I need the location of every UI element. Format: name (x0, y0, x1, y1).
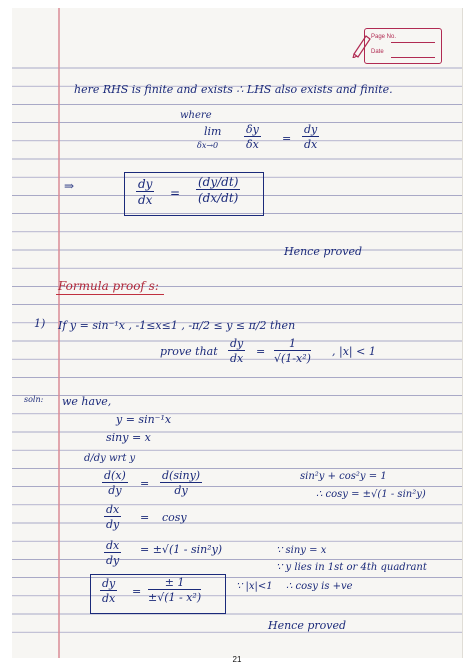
implies-arrow: ⇒ (64, 179, 75, 193)
lim-text: lim (204, 125, 222, 138)
dy-dx-fraction (302, 124, 319, 150)
step1-equals: = (140, 477, 150, 490)
boxed-ratio (196, 176, 240, 204)
statement-line: here RHS is finite and exists ∴ LHS also exists and finite. (74, 83, 393, 96)
y-lies-quadrant: ∵ y lies in 1st or 4th quadrant (276, 562, 427, 573)
final-pm-one: ± 1 (148, 577, 201, 590)
date-blank (391, 57, 435, 58)
margin-line (58, 8, 60, 658)
page-no-blank (391, 42, 435, 43)
page-number: 21 (232, 655, 242, 664)
y-equals: y = sin⁻¹x (116, 413, 172, 426)
dy-3: dy (105, 518, 120, 531)
dy-text: dy (304, 123, 318, 136)
step2-equals: = (140, 511, 150, 524)
identity: sin²y + cos²y = 1 (300, 471, 387, 482)
heading-underline (56, 294, 164, 295)
delta-fraction (244, 124, 261, 150)
dx-dy-step1-rhs (160, 470, 202, 496)
question-number: 1) (34, 317, 46, 330)
dx-3: dx (106, 539, 120, 552)
ruled-lines (12, 8, 462, 658)
page-number-stamp (364, 28, 442, 64)
final-rhs (148, 577, 201, 603)
d-y: dy (108, 484, 122, 497)
d-y-2: dy (174, 484, 188, 497)
boxed-dx: dx (138, 193, 153, 207)
abs-x-condition: , |x| < 1 (332, 345, 376, 358)
dx-dy-step2 (104, 504, 121, 530)
lim-subscript: δx→0 (197, 141, 219, 150)
abs-x-less-1: ∵ |x|<1 (236, 581, 273, 592)
cosy-positive: ∴ cosy is +ve (286, 581, 353, 592)
delta-y: δy (246, 123, 259, 136)
final-pm-sqrt: ±√(1 - x²) (148, 591, 202, 604)
date-label: Date (371, 49, 384, 55)
equals-sign: = (282, 132, 292, 145)
differentiate-note: d/dy wrt y (84, 453, 136, 464)
question-text: If y = sin⁻¹x , -1≤x≤1 , -π/2 ≤ y ≤ π/2 then (58, 319, 296, 332)
prove-dx: dx (230, 352, 244, 365)
page-no-label: Page No. (371, 34, 397, 40)
dx-2: dx (106, 503, 120, 516)
prove-rhs (274, 338, 311, 364)
dx-text: dx (304, 138, 318, 151)
prove-that: prove that (160, 345, 218, 358)
prove-equals: = (256, 345, 266, 358)
dy-4: dy (105, 554, 120, 567)
final-dy: dy (102, 577, 116, 590)
we-have: we have, (62, 395, 112, 408)
dx-dy-step3 (104, 540, 121, 566)
siny-equals: siny = x (106, 431, 151, 444)
d-siny: d(siny) (162, 469, 201, 482)
hence-proved-2: Hence proved (268, 619, 347, 632)
hence-proved-1: Hence proved (284, 245, 363, 258)
pen-logo-icon (350, 30, 372, 58)
final-dy-dx (100, 578, 117, 604)
prove-sqrt: √(1-x²) (274, 352, 311, 365)
boxed-dy-dx (136, 178, 154, 206)
dx-dy-step1-lhs (102, 470, 128, 496)
formula-heading: Formula proof s: (58, 279, 159, 293)
prove-one: 1 (274, 338, 311, 351)
notebook-sheet (12, 8, 463, 658)
step2-cosy: cosy (162, 511, 187, 524)
final-equals: = (132, 585, 142, 598)
final-dx: dx (102, 592, 116, 605)
boxed-equals: = (170, 186, 181, 200)
cosy-expression: ∴ cosy = ±√(1 - sin²y) (316, 489, 426, 500)
solution-label: soln: (24, 395, 44, 404)
because-siny: ∵ siny = x (276, 545, 327, 556)
where-label: where (180, 110, 212, 121)
dx-dt: (dx/dt) (198, 191, 239, 205)
prove-dy-dx (228, 338, 245, 364)
prove-dy: dy (230, 337, 244, 350)
step3-rhs: = ±√(1 - sin²y) (140, 543, 223, 556)
dy-dt: (dy/dt) (198, 175, 239, 189)
d-x: d(x) (104, 469, 126, 482)
boxed-dy: dy (138, 177, 153, 191)
delta-x: δx (246, 138, 259, 151)
